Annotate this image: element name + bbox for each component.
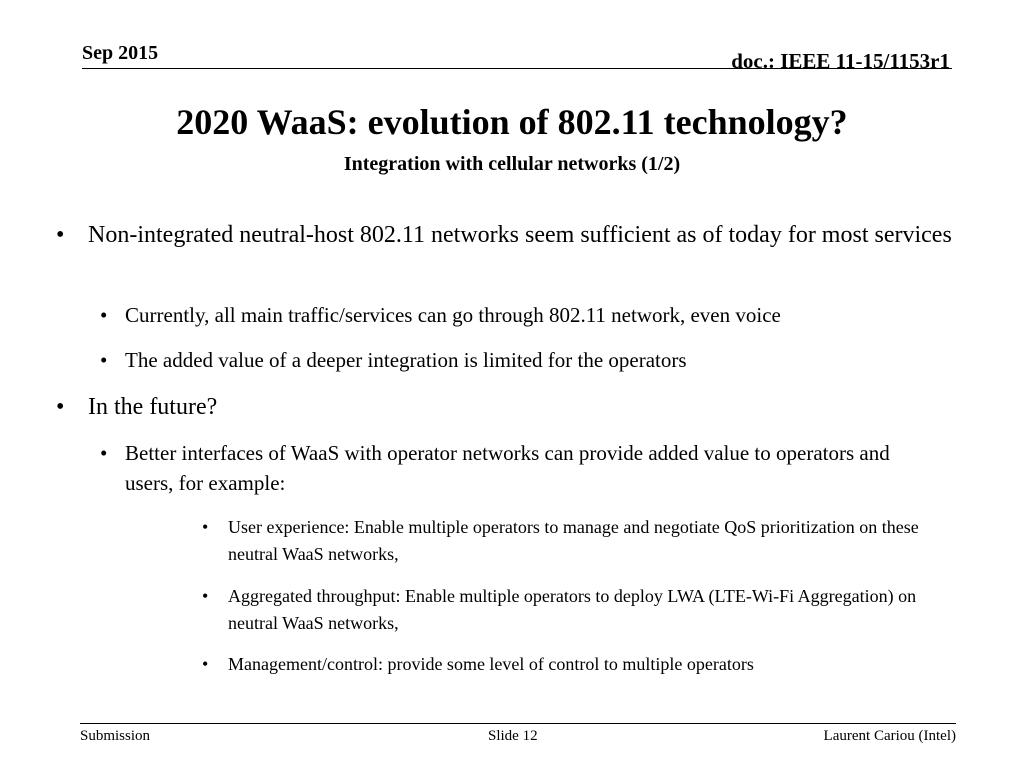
sub-sub-bullet-aggregated-throughput <box>202 583 962 637</box>
header-doc-id: doc.: IEEE 11-15/1153r1 <box>731 49 950 73</box>
slide-subtitle: Integration with cellular networks (1/2) <box>343 153 681 175</box>
footer-divider <box>80 723 956 724</box>
bullet-icon: • <box>202 517 209 537</box>
bullet-text: User experience: Enable multiple operators to manage and negotiate QoS prioritization on these neutral WaaS networks, <box>228 517 919 564</box>
bullet-text: Currently, all main traffic/services can go through 802.11 network, even voice <box>125 303 781 327</box>
sub-bullet-added-value <box>100 345 930 375</box>
bullet-icon: • <box>56 394 65 420</box>
bullet-text: Management/control: provide some level of control to multiple operators <box>228 654 754 674</box>
footer-slide-number: Slide 12 <box>488 728 538 744</box>
slide-title: 2020 WaaS: evolution of 802.11 technology? <box>176 102 848 142</box>
bullet-icon: • <box>100 348 108 372</box>
bullet-text: Non-integrated neutral-host 802.11 networks seem sufficient as of today for most services <box>88 222 952 248</box>
bullet-text: Better interfaces of WaaS with operator networks can provide added value to operators and users, for example: <box>125 441 890 495</box>
bullet-icon: • <box>202 654 209 674</box>
footer-submission: Submission <box>80 728 151 744</box>
bullet-non-integrated <box>56 218 956 252</box>
bullet-icon: • <box>202 586 209 606</box>
bullet-icon: • <box>56 222 65 248</box>
header-date: Sep 2015 <box>82 42 159 64</box>
header-divider <box>82 68 952 69</box>
sub-bullet-better-interfaces <box>100 438 930 498</box>
footer-author: Laurent Cariou (Intel) <box>823 728 956 744</box>
bullet-text: In the future? <box>88 394 218 420</box>
bullet-text: Aggregated throughput: Enable multiple operators to deploy LWA (LTE-Wi-Fi Aggregation) on neutral WaaS networks, <box>228 586 917 633</box>
bullet-in-the-future <box>56 390 956 424</box>
bullet-icon: • <box>100 441 108 465</box>
bullet-icon: • <box>100 303 108 327</box>
sub-sub-bullet-user-experience <box>202 514 962 568</box>
sub-sub-bullet-management-control <box>202 651 962 678</box>
bullet-text: The added value of a deeper integration is limited for the operators <box>125 348 687 372</box>
sub-bullet-currently <box>100 300 930 330</box>
